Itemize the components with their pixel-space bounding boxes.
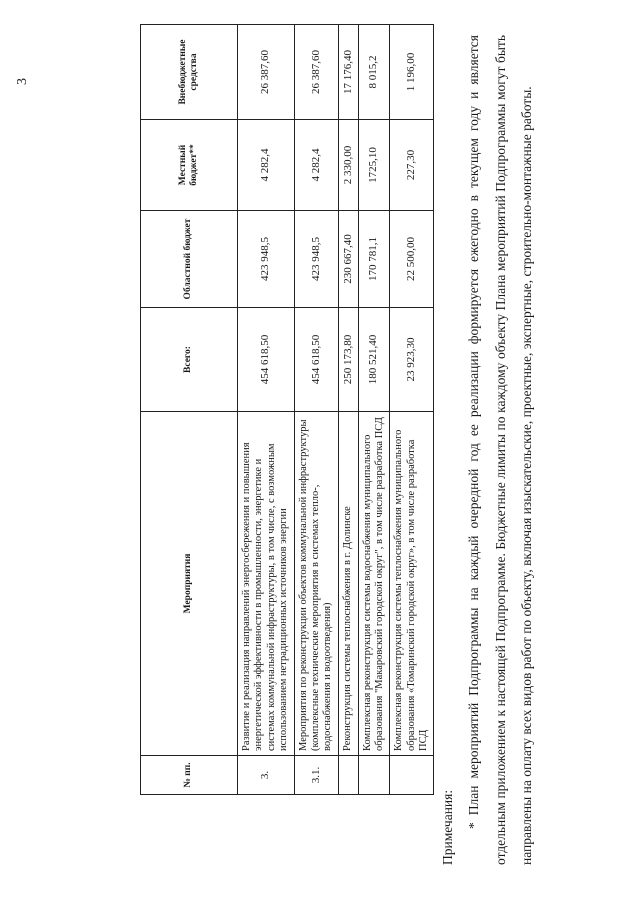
table-row	[358, 25, 390, 795]
row-num	[390, 756, 434, 795]
row-local: 4 282,4	[294, 120, 338, 211]
row-local: 227,30	[390, 120, 434, 211]
header-local-budget: Местный бюджет**	[141, 120, 238, 211]
row-extra: 17 176,40	[338, 25, 358, 120]
header-total: Всего:	[141, 308, 238, 412]
page-number: 3	[15, 78, 30, 85]
row-activity: Комплексная реконструкция системы теплоснабжения муниципального образования «Томаринский городской округ», в том числе разработка ПСД	[390, 412, 434, 756]
row-total: 180 521,40	[358, 308, 390, 412]
table-header-row	[141, 25, 238, 795]
table-row	[238, 25, 295, 795]
row-num: 3.1.	[294, 756, 338, 795]
header-regional-budget: Областной бюджет	[141, 211, 238, 308]
row-regional: 230 667,40	[338, 211, 358, 308]
header-extrabudgetary: Внебюджетные средства	[141, 25, 238, 120]
header-activity: Мероприятия	[141, 412, 238, 756]
header-num: № пп.	[141, 756, 238, 795]
row-local: 2 330,00	[338, 120, 358, 211]
row-activity: Реконструкция системы теплоснабжения в г. Долинске	[338, 412, 358, 756]
table-row	[390, 25, 434, 795]
table-row	[338, 25, 358, 795]
row-activity: Комплексная реконструкция системы водоснабжения муниципального образования "Макаровский городской округ", в том числе разработка ПСД	[358, 412, 390, 756]
row-regional: 423 948,5	[238, 211, 295, 308]
notes-section	[435, 35, 540, 865]
row-activity: Развитие и реализация направлений энергосбережения и повышения энергетической эффективности в промышленности, энергетике и системах коммунальной инфраструктуры, в том числе, с возможным использованием нетрадиционных источников энергии	[238, 412, 295, 756]
measures-table	[140, 24, 434, 795]
row-regional: 423 948,5	[294, 211, 338, 308]
row-total: 454 618,50	[294, 308, 338, 412]
table-row	[294, 25, 338, 795]
row-total: 23 923,30	[390, 308, 434, 412]
row-regional: 170 781,1	[358, 211, 390, 308]
row-regional: 22 500,00	[390, 211, 434, 308]
row-num	[358, 756, 390, 795]
notes-title: Примечания:	[440, 789, 455, 865]
row-local: 4 282,4	[238, 120, 295, 211]
note-paragraph: * План мероприятий Подпрограммы на каждый очередной год ее реализации формируется ежегодно в текущем году и является отдельным приложением к настоящей Подпрограмме. Бюджетные лимиты по каждому объекту Плана мероприятий Подпрограммы могут быть направлены на оплату всех видов работ по объекту, включая изыскательские, проектные, экспертные, строительно-монтажные работы.	[466, 35, 534, 865]
row-num: 3.	[238, 756, 295, 795]
row-total: 250 173,80	[338, 308, 358, 412]
row-extra: 26 387,60	[238, 25, 295, 120]
row-total: 454 618,50	[238, 308, 295, 412]
row-num	[338, 756, 358, 795]
row-extra: 26 387,60	[294, 25, 338, 120]
row-extra: 1 196,00	[390, 25, 434, 120]
row-extra: 8 015,2	[358, 25, 390, 120]
row-activity: Мероприятия по реконструкции объектов коммунальной инфраструктуры (комплексные технические мероприятия в системах тепло-, водоснабжения и водоотведения)	[294, 412, 338, 756]
row-local: 1725,10	[358, 120, 390, 211]
